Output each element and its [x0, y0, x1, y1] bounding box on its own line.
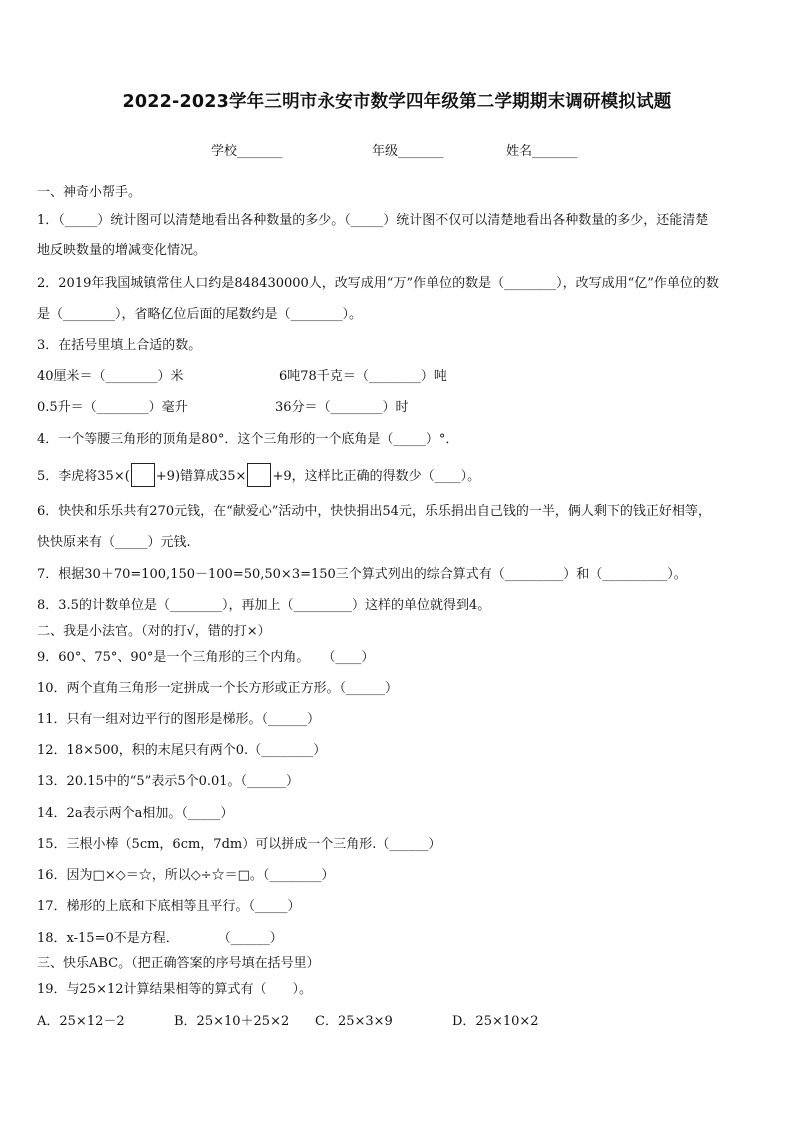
question-6-line-2: 快快原来有（_____）元钱.: [37, 535, 191, 550]
question-7: 7．根据30＋70=100,150－100=50,50×3=150三个算式列出的综合算式有（_________）和（__________）。: [37, 567, 687, 582]
question-18: 18．x-15=0不是方程． （______）: [37, 931, 283, 946]
option-d[interactable]: D．25×10×2: [452, 1014, 539, 1029]
question-2-line-2: 是（________），省略亿位后面的尾数约是（________）。: [37, 307, 363, 322]
question-11: 11．只有一组对边平行的图形是梯形。（______）: [37, 712, 321, 727]
question-5: [37, 463, 480, 487]
question-3: 3．在括号里填上合适的数。: [37, 338, 202, 353]
question-5-part-2: +9)错算成35×: [155, 469, 247, 484]
question-13: 13．20.15中的“5”表示5个0.01。（______）: [37, 774, 300, 789]
question-4: 4．一个等腰三角形的顶角是80°．这个三角形的一个底角是（_____）°．: [37, 432, 459, 447]
question-12: 12．18×500，积的末尾只有两个0.（________）: [37, 743, 327, 758]
question-15: 15．三根小棒（5cm，6cm，7dm）可以拼成一个三角形.（______）: [37, 837, 442, 852]
question-8: 8．3.5的计数单位是（________），再加上（_________）这样的单位就得到4。: [37, 598, 491, 613]
question-1-line-1: 1．（_____）统计图可以清楚地看出各种数量的多少。（_____）统计图不仅可以清楚地看出各种数量的多少，还能清楚: [37, 213, 709, 228]
question-19: 19．与25×12计算结果相等的算式有（ ）。: [37, 982, 313, 997]
school-field[interactable]: 学校_______: [211, 144, 283, 159]
name-field[interactable]: 姓名_______: [506, 144, 578, 159]
question-3-item-1: 40厘米＝（________）米: [37, 369, 184, 384]
question-1-line-2: 地反映数量的增减变化情况。: [37, 243, 207, 258]
exam-title: 2022-2023学年三明市永安市数学四年级第二学期期末调研模拟试题: [122, 92, 672, 112]
question-10: 10．两个直角三角形一定拼成一个长方形或正方形。（______）: [37, 681, 399, 696]
question-6-line-1: 6．快快和乐乐共有270元钱，在“献爱心”活动中，快快捐出54元，乐乐捐出自己钱的一半，俩人剩下的钱正好相等，: [37, 504, 711, 519]
question-3-item-4: 36分＝（________）时: [275, 400, 409, 415]
section-heading-2: 二、我是小法官。（对的打√，错的打×）: [37, 624, 271, 639]
question-5-part-1: 5．李虎将35×(: [37, 469, 130, 484]
question-2-line-1: 2．2019年我国城镇常住人口约是848430000人，改写成用“万”作单位的数是（________），改写成用“亿”作单位的数: [37, 276, 719, 291]
option-a[interactable]: A．25×12－2: [37, 1014, 125, 1029]
answer-box-2[interactable]: [247, 463, 271, 487]
question-9: 9．60°、75°、90°是一个三角形的三个内角。 （____）: [37, 650, 375, 665]
question-3-item-3: 0.5升＝（________）毫升: [37, 400, 188, 415]
question-3-item-2: 6吨78千克＝（________）吨: [279, 369, 447, 384]
question-5-part-3: +9，这样比正确的得数少（____）。: [272, 469, 481, 484]
question-17: 17．梯形的上底和下底相等且平行。（_____）: [37, 899, 301, 914]
question-14: 14．2a表示两个a相加。（_____）: [37, 806, 234, 821]
question-16: 16．因为□×◇＝☆，所以◇÷☆＝□。（________）: [37, 868, 335, 883]
section-heading-1: 一、神奇小帮手。: [37, 185, 142, 200]
grade-field[interactable]: 年级_______: [372, 144, 444, 159]
section-heading-3: 三、快乐ABC。（把正确答案的序号填在括号里）: [37, 956, 320, 971]
option-b[interactable]: B．25×10＋25×2: [174, 1014, 290, 1029]
answer-box-1[interactable]: [131, 463, 155, 487]
option-c[interactable]: C．25×3×9: [315, 1014, 393, 1029]
